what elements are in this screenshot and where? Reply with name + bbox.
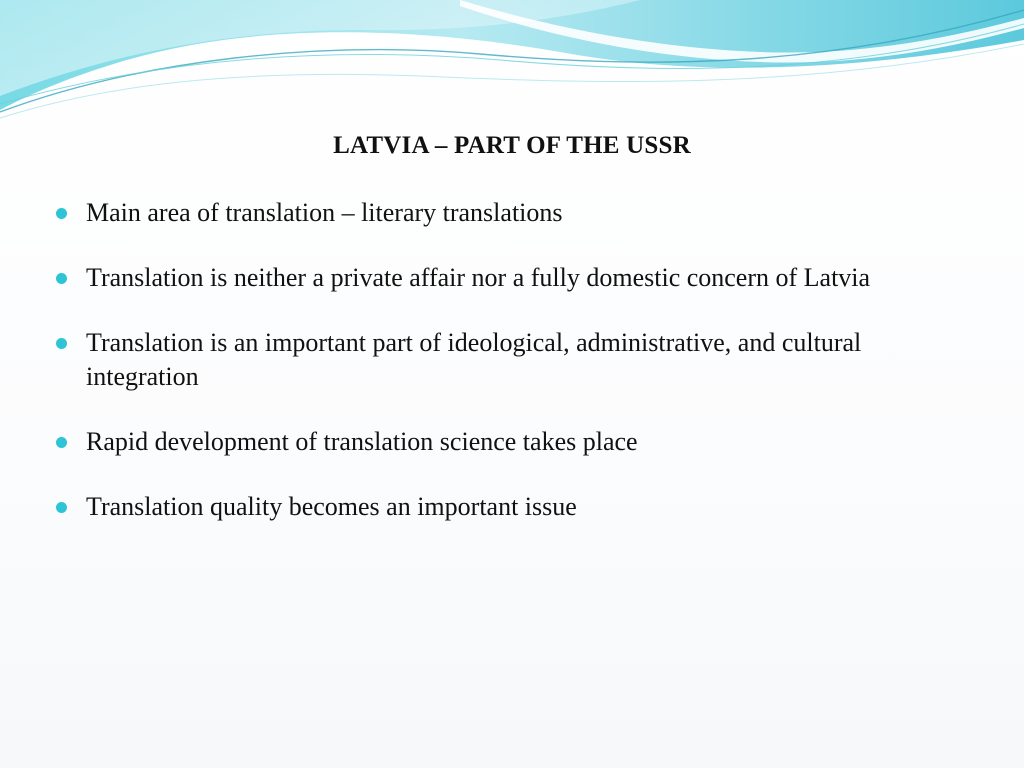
bullet-item [56,326,936,394]
bullet-item [56,196,936,230]
bullet-text: Main area of translation – literary translations [86,198,563,227]
bullet-dot-icon [56,273,67,284]
bullet-text: Translation quality becomes an important issue [86,492,577,521]
bullet-item [56,425,936,459]
bullet-text: Translation is an important part of ideological, administrative, and cultural integration [86,328,862,391]
bullet-item [56,490,936,524]
bullet-dot-icon [56,437,67,448]
header-wave-decoration [0,0,1024,130]
bullet-dot-icon [56,502,67,513]
bullet-dot-icon [56,208,67,219]
bullet-text: Translation is neither a private affair nor a fully domestic concern of Latvia [86,263,871,292]
slide-title: LATVIA – PART OF THE USSR [333,132,691,159]
bullet-dot-icon [56,338,67,349]
bullet-item [56,261,936,295]
bullet-list [56,196,936,555]
bullet-text: Rapid development of translation science takes place [86,427,638,456]
